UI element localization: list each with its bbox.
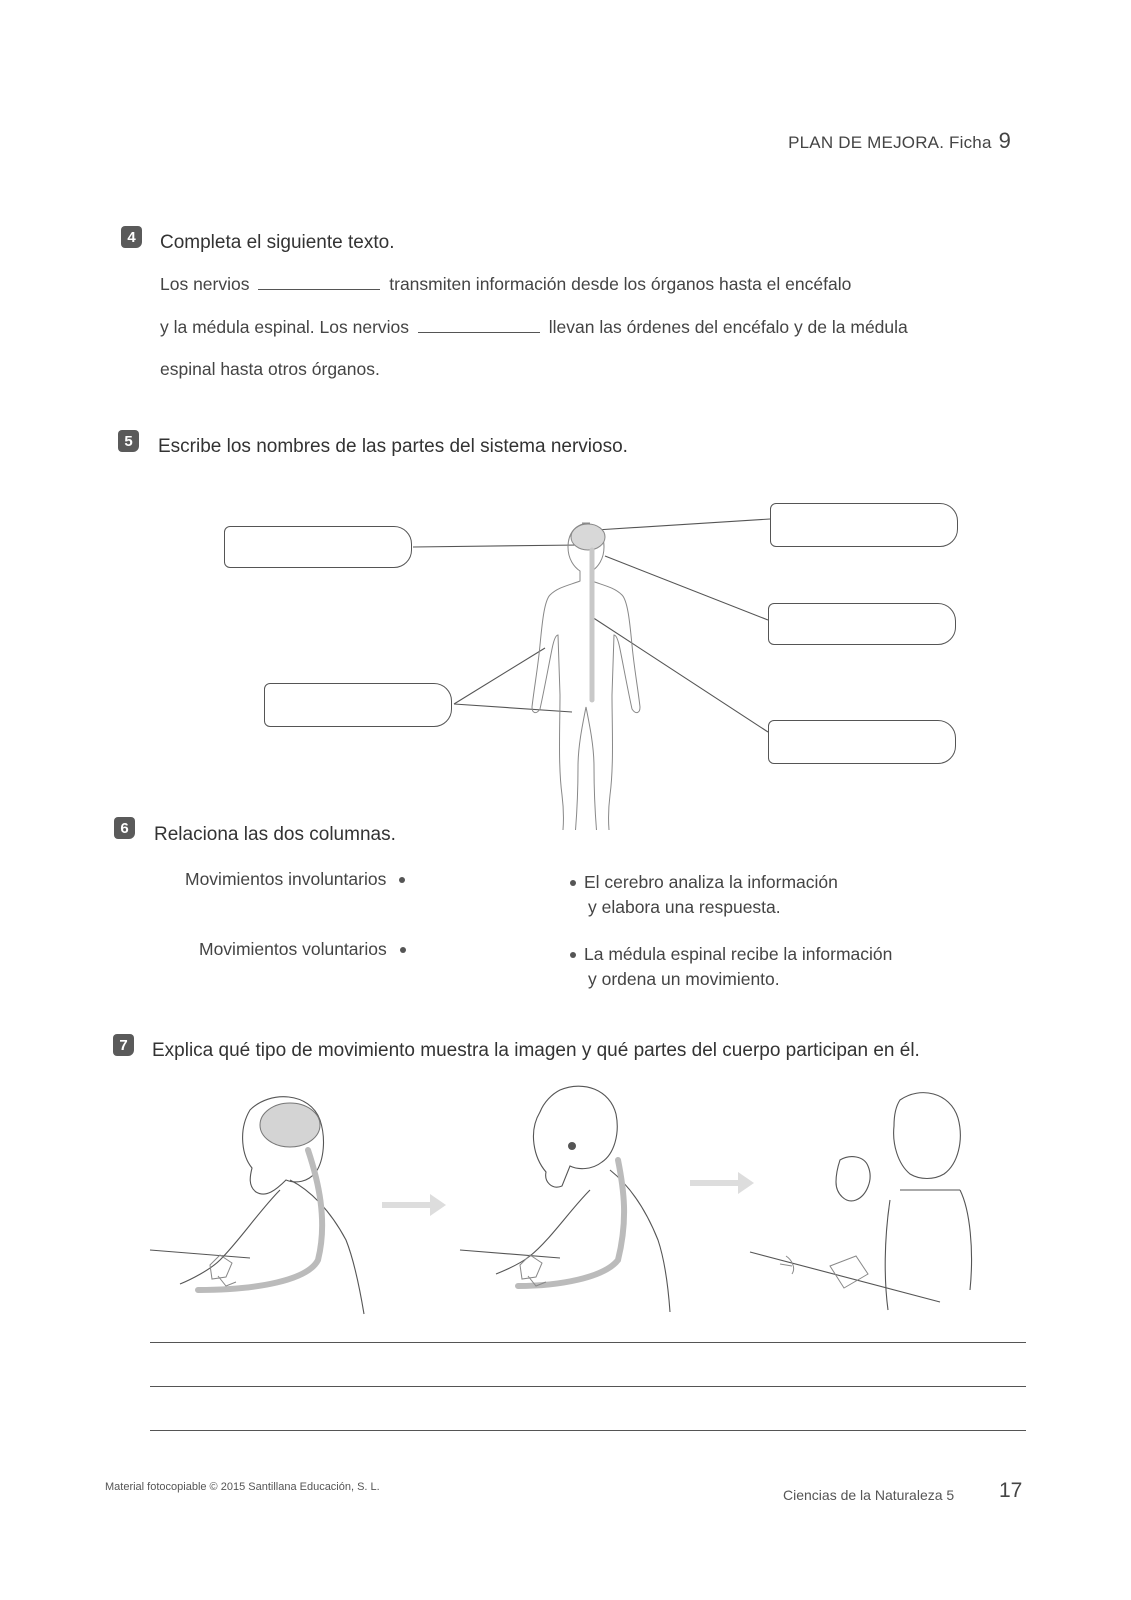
- panel-1-arm: [180, 1190, 280, 1284]
- right-item-2-dot[interactable]: [570, 952, 576, 958]
- panel-1-object: [210, 1255, 236, 1286]
- question-4-title: Completa el siguiente texto.: [160, 232, 395, 253]
- panel-2-nerve-path: [518, 1160, 624, 1286]
- panel-3-scissors: [780, 1256, 794, 1274]
- label-box-brain-left[interactable]: [224, 526, 412, 568]
- panel-1-brain: [260, 1103, 320, 1147]
- question-6-title: Relaciona las dos columnas.: [154, 824, 396, 845]
- right-item-1-line-2: y elabora una respuesta.: [588, 897, 781, 917]
- left-column-item-1[interactable]: [185, 867, 405, 892]
- right-column-item-1[interactable]: [570, 870, 838, 920]
- panel-1-table: [150, 1250, 250, 1258]
- leader-line-nerve-arm: [454, 648, 545, 704]
- left-column-item-2[interactable]: [199, 937, 406, 962]
- label-box-brain-right[interactable]: [770, 503, 958, 547]
- right-item-1-line-1: El cerebro analiza la información: [584, 872, 838, 892]
- question-6-number: 6: [114, 817, 135, 839]
- q4-line-2-end: llevan las órdenes del encéfalo y de la médula: [548, 317, 908, 337]
- panel-3-torso: [885, 1190, 971, 1310]
- panel-3-hands: [836, 1157, 870, 1201]
- left-item-2-label: Movimientos voluntarios: [199, 939, 387, 959]
- panel-1-back: [290, 1180, 364, 1314]
- left-item-1-label: Movimientos involuntarios: [185, 869, 387, 889]
- q4-line-1-end: transmiten información desde los órganos hasta el encéfalo: [389, 274, 852, 294]
- right-column-item-2[interactable]: [570, 942, 892, 992]
- panel-2-boy-reaction: [460, 1086, 670, 1312]
- panel-3-object: [830, 1256, 868, 1288]
- panel-3-table: [750, 1252, 940, 1302]
- question-5-title: Escribe los nombres de las partes del sistema nervioso.: [158, 436, 628, 457]
- question-4-number: 4: [121, 226, 142, 248]
- question-5-number: 5: [118, 430, 139, 452]
- leader-line-brain-right: [596, 519, 770, 530]
- header-text: PLAN DE MEJORA. Ficha: [788, 133, 992, 152]
- panel-2-arm: [496, 1190, 590, 1274]
- header-sheet-number: 9: [998, 128, 1011, 153]
- panel-3-boy-looking-at-hand: [750, 1093, 972, 1310]
- panel-2-table: [460, 1250, 560, 1258]
- arrow-2: [690, 1172, 754, 1194]
- human-body-outline: [532, 523, 640, 830]
- left-item-1-dot[interactable]: [399, 877, 405, 883]
- panel-1-nerve-path: [198, 1150, 322, 1290]
- label-box-nerves[interactable]: [264, 683, 452, 727]
- leader-line-spinal-cord: [605, 556, 768, 620]
- panel-3-head: [894, 1093, 961, 1179]
- panel-1-boy-with-brain: [150, 1097, 364, 1314]
- question-7-number: 7: [113, 1034, 134, 1056]
- answer-line-1[interactable]: [150, 1342, 1026, 1343]
- q4-line-1-start: Los nervios: [160, 274, 250, 294]
- q4-line-3: espinal hasta otros órganos.: [160, 359, 380, 379]
- leader-line-nerves: [592, 617, 768, 732]
- label-box-nerves-right[interactable]: [768, 720, 956, 764]
- label-box-spinal-cord[interactable]: [768, 603, 956, 645]
- reflex-illustration: [140, 1080, 1020, 1320]
- panel-2-object: [520, 1255, 546, 1286]
- arrow-1: [382, 1194, 446, 1216]
- leader-line-nerve-leg: [454, 704, 572, 712]
- answer-line-2[interactable]: [150, 1386, 1026, 1387]
- right-item-2-line-1: La médula espinal recibe la información: [584, 944, 893, 964]
- brain-drawing: [571, 524, 605, 550]
- right-item-2-line-2: y ordena un movimiento.: [588, 969, 780, 989]
- q4-line-2-start: y la médula espinal. Los nervios: [160, 317, 410, 337]
- panel-2-head: [533, 1086, 617, 1187]
- left-item-2-dot[interactable]: [400, 947, 406, 953]
- right-item-1-dot[interactable]: [570, 880, 576, 886]
- body-silhouette: [532, 523, 640, 830]
- panel-2-mouth: [568, 1142, 576, 1150]
- leader-line-brain-left: [413, 545, 580, 547]
- answer-line-3[interactable]: [150, 1430, 1026, 1431]
- question-7-title: Explica qué tipo de movimiento muestra la imagen y qué partes del cuerpo participan en él.: [152, 1040, 920, 1061]
- page-number: 17: [999, 1479, 1023, 1502]
- footer-copyright: Material fotocopiable © 2015 Santillana Educación, S. L.: [105, 1481, 380, 1493]
- footer-book-title: Ciencias de la Naturaleza 5: [783, 1487, 955, 1503]
